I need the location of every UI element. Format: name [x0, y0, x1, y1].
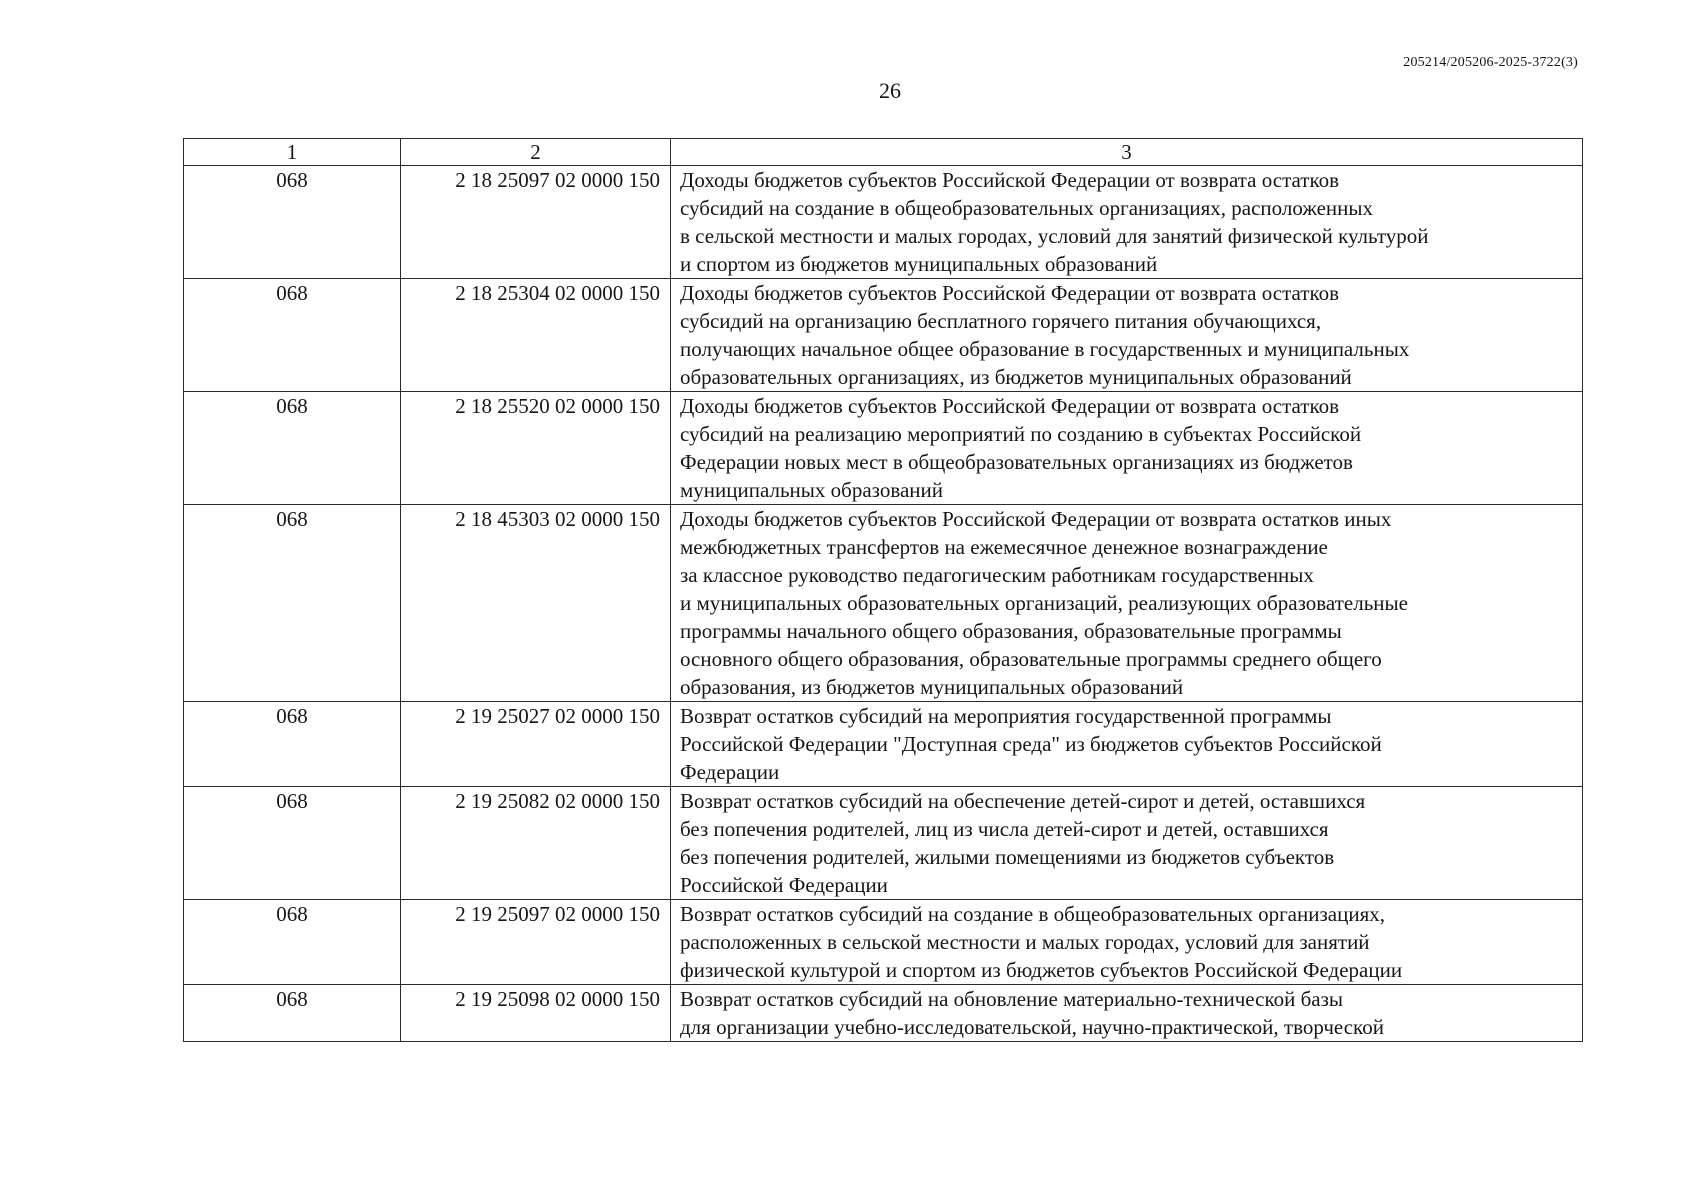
admin-code-cell: 068: [184, 279, 401, 392]
table-row: [184, 985, 1583, 1042]
description-line: без попечения родителей, лиц из числа детей-сирот и детей, оставшихся: [680, 817, 1329, 841]
description-line: Федерации: [680, 760, 780, 784]
description-line: в сельской местности и малых городах, условий для занятий физической культурой: [680, 224, 1429, 248]
income-description-cell: [671, 392, 1583, 505]
admin-code-cell: 068: [184, 985, 401, 1042]
budget-classification-code-cell: 2 18 45303 02 0000 150: [401, 505, 671, 702]
description-line: муниципальных образований: [680, 478, 943, 502]
table-row: [184, 166, 1583, 279]
income-description-cell: [671, 505, 1583, 702]
description-line: образования, из бюджетов муниципальных образований: [680, 675, 1184, 699]
budget-classification-code-cell: 2 18 25520 02 0000 150: [401, 392, 671, 505]
description-line: основного общего образования, образовательные программы среднего общего: [680, 647, 1382, 671]
description-line: образовательных организациях, из бюджетов муниципальных образований: [680, 365, 1352, 389]
description-line: Федерации новых мест в общеобразовательных организациях из бюджетов: [680, 450, 1353, 474]
budget-classification-code-cell: 2 18 25304 02 0000 150: [401, 279, 671, 392]
income-description-cell: [671, 702, 1583, 787]
description-line: Российской Федерации: [680, 873, 888, 897]
budget-classification-code-cell: 2 19 25027 02 0000 150: [401, 702, 671, 787]
income-description-cell: [671, 900, 1583, 985]
description-line: программы начального общего образования, образовательные программы: [680, 619, 1342, 643]
description-line: физической культурой и спортом из бюджетов субъектов Российской Федерации: [680, 958, 1403, 982]
description-line: Доходы бюджетов субъектов Российской Федерации от возврата остатков иных: [680, 507, 1392, 531]
description-line: Доходы бюджетов субъектов Российской Федерации от возврата остатков: [680, 168, 1340, 192]
table-row: [184, 702, 1583, 787]
description-line: Возврат остатков субсидий на мероприятия государственной программы: [680, 704, 1332, 728]
income-description-cell: [671, 985, 1583, 1042]
description-line: межбюджетных трансфертов на ежемесячное денежное вознаграждение: [680, 535, 1328, 559]
budget-classification-code-cell: 2 19 25098 02 0000 150: [401, 985, 671, 1042]
budget-classification-code-cell: 2 19 25097 02 0000 150: [401, 900, 671, 985]
admin-code-cell: 068: [184, 166, 401, 279]
income-description-cell: [671, 787, 1583, 900]
budget-classification-code-cell: 2 19 25082 02 0000 150: [401, 787, 671, 900]
admin-code-cell: 068: [184, 392, 401, 505]
description-line: Доходы бюджетов субъектов Российской Федерации от возврата остатков: [680, 394, 1340, 418]
description-line: без попечения родителей, жилыми помещениями из бюджетов субъектов: [680, 845, 1335, 869]
description-line: для организации учебно-исследовательской, научно-практической, творческой: [680, 1015, 1384, 1039]
column-header-2: 2: [401, 139, 671, 166]
table-row: [184, 505, 1583, 702]
description-line: Российской Федерации "Доступная среда" из бюджетов субъектов Российской: [680, 732, 1382, 756]
description-line: Возврат остатков субсидий на обеспечение детей-сирот и детей, оставшихся: [680, 789, 1366, 813]
description-line: субсидий на реализацию мероприятий по созданию в субъектах Российской: [680, 422, 1362, 446]
description-line: расположенных в сельской местности и малых городах, условий для занятий: [680, 930, 1370, 954]
description-line: субсидий на создание в общеобразовательных организациях, расположенных: [680, 196, 1373, 220]
description-line: Доходы бюджетов субъектов Российской Федерации от возврата остатков: [680, 281, 1340, 305]
description-line: получающих начальное общее образование в государственных и муниципальных: [680, 337, 1410, 361]
table-header-row: [184, 139, 1583, 166]
income-description-cell: [671, 166, 1583, 279]
admin-code-cell: 068: [184, 787, 401, 900]
description-line: Возврат остатков субсидий на создание в общеобразовательных организациях,: [680, 902, 1385, 926]
income-codes-table: [183, 138, 1583, 1042]
table-body: [184, 166, 1583, 1042]
admin-code-cell: 068: [184, 900, 401, 985]
income-description-cell: [671, 279, 1583, 392]
description-line: и муниципальных образовательных организаций, реализующих образовательные: [680, 591, 1408, 615]
column-header-3: 3: [671, 139, 1583, 166]
description-line: субсидий на организацию бесплатного горячего питания обучающихся,: [680, 309, 1322, 333]
table-row: [184, 900, 1583, 985]
document-id: 205214/205206-2025-3722(3): [1403, 55, 1578, 70]
table-row: [184, 279, 1583, 392]
table-row: [184, 787, 1583, 900]
page-number: 26: [879, 78, 901, 103]
table-row: [184, 392, 1583, 505]
column-header-1: 1: [184, 139, 401, 166]
admin-code-cell: 068: [184, 505, 401, 702]
description-line: за классное руководство педагогическим работникам государственных: [680, 563, 1314, 587]
budget-classification-code-cell: 2 18 25097 02 0000 150: [401, 166, 671, 279]
admin-code-cell: 068: [184, 702, 401, 787]
description-line: Возврат остатков субсидий на обновление материально-технической базы: [680, 987, 1344, 1011]
description-line: и спортом из бюджетов муниципальных образований: [680, 252, 1158, 276]
